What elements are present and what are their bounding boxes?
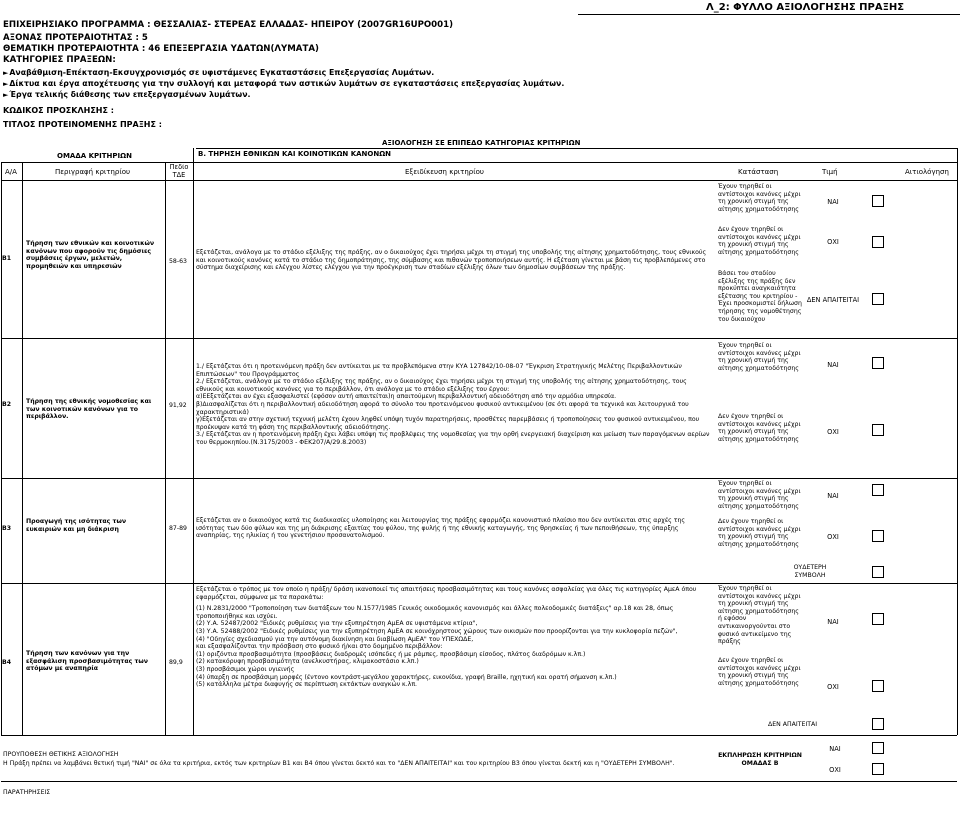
proposed-title-label: ΤΙΤΛΟΣ ΠΡΟΤΕΙΝΟΜΕΝΗΣ ΠΡΑΞΗΣ : [3,120,162,129]
category-1: ►Αναβάθμιση-Επέκταση-Εκσυγχρονισμός σε υφιστάμενες Εγκαταστάσεις Επεξεργασίας Λυμάτων. [3,68,435,77]
status-b3-3: ΟΥΔΕΤΕΡΗ ΣΥΜΒΟΛΗ [793,564,827,579]
status-b1-3: Βάσει του σταδίου εξέλιξης της πράξης δεν προκύπτει αναγκαιότητα εξέτασης του κριτηρίου - Έχει προσκομιστεί δήλωση τήρησης της νομοθέτησης του δικαιούχου [718,270,802,323]
footer-yes: ΝΑΙ [829,745,841,753]
col-spec: Εξειδίκευση κριτηρίου [405,168,484,176]
checkbox-group-no[interactable] [872,763,884,775]
axis-line: ΑΞΟΝΑΣ ΠΡΟΤΕΡΑΙΟΤΗΤΑΣ : 5 [3,33,148,43]
footer-no: ΟΧΙ [829,766,841,774]
checkbox-b1-no[interactable] [872,236,884,248]
col-desc: Περιγραφή κριτηρίου [55,168,131,176]
checkbox-b1-yes[interactable] [872,195,884,207]
row-desc-b2: Τήρηση της εθνικής νομοθεσίας και των κοινοτικών κανόνων για το περιβάλλον. [26,398,152,421]
row-field-b1: 58-63 [169,258,187,265]
value-b4-1: ΝΑΙ [827,618,839,626]
arrow-right-icon: ► [3,91,9,99]
row-field-b4: 89,9 [169,659,183,666]
positive-text: Η Πράξη πρέπει να λαμβάνει θετική τιμή "ΝΑΙ" σε όλα τα κριτήρια, εκτός των κριτηρίων Β1 και Β4 όπου γίνεται δεκτό και το "ΔΕΝ ΑΠΑΙΤΕΙΤΑΙ" και του κριτηρίου Β3 όπου γίνεται δεκτή και η "ΟΥΔΕΤΕΡΗ ΣΥΜΒΟΛΗ". [3,760,675,767]
value-b3-1: ΝΑΙ [827,492,839,500]
row-id-b1: Β1 [2,255,12,262]
status-b4-1: Έχουν τηρηθεί οι αντίστοιχοι κανόνες μέχρι τη χρονική στιγμή της αίτησης χρηματοδότησης ή εφόσον αντικαινοργούνται στο φυσικό αντικείμενο της πράξης [718,585,801,646]
col-field: Πεδίο ΤΔΕ [169,164,189,179]
checkbox-b2-yes[interactable] [872,357,884,369]
checkbox-b3-neutral[interactable] [872,566,884,578]
row-field-b3: 87-89 [169,525,187,532]
checkbox-group-yes[interactable] [872,742,884,754]
row-desc-b4: Τήρηση των κανόνων για την εξασφάλιση προσβασιμότητας των ατόμων με αναπηρία [26,650,148,673]
checkbox-b3-yes[interactable] [872,484,884,496]
value-b2-2: ΟΧΙ [827,428,839,436]
group-name: Β. ΤΗΡΗΣΗ ΕΘΝΙΚΩΝ ΚΑΙ ΚΟΙΝΟΤΙΚΩΝ ΚΑΝΟΝΩΝ [198,150,392,158]
program-line: ΕΠΙΧΕΙΡΗΣΙΑΚΟ ΠΡΟΓΡΑΜΜΑ : ΘΕΣΣΑΛΙΑΣ- ΣΤΕΡΕΑΣ ΕΛΛΑΔΑΣ- ΗΠΕΙΡΟΥ (2007GR16UPO001) [3,20,454,30]
positive-label: ΠΡΟΥΠΟΘΕΣΗ ΘΕΤΙΚΗΣ ΑΞΙΟΛΟΓΗΣΗ [3,751,119,758]
status-b1-1: Έχουν τηρηθεί οι αντίστοιχοι κανόνες μέχρι τη χρονική στιγμή της αίτησης χρηματοδότησης [718,183,801,213]
code-label: ΚΩΔΙΚΟΣ ΠΡΟΣΚΛΗΣΗΣ : [3,106,114,115]
category-2: ►Δίκτυα και έργα αποχέτευσης για την συλλογή και μεταφορά των αστικών λυμάτων σε εγκαταστάσεις επεξεργασίας λυμάτων. [3,79,565,88]
row-field-b2: 91,92 [169,402,187,409]
status-b1-2: Δεν έχουν τηρηθεί οι αντίστοιχοι κανόνες μέχρι τη χρονική στιγμή της αίτησης χρηματοδότησης [718,226,801,256]
col-value: Τιμή [822,168,838,176]
row-spec-b4: Εξετάζεται ο τρόπος με τον οποίο η πράξη/ δράση ικανοποιεί τις απαιτήσεις προσβασιμότητας και τους κανόνες ασφαλείας για όλες τις κατηγορίες ΑμεΑ όπου εφαρμόζεται, σύμφωνα με τα παρακάτω: (1) Ν.2831/2000 "Τροποποίηση των διατάξεων του Ν.1577/1985 Γενικός οικοδομικός κανονισμός και άλλες πολεοδομικές διατάξεις" αρ.18 και 28, όπως τροποποιήθηκε και ισχύει. (2) Υ.Α. 52487/2002 "Ειδικές ρυθμίσεις για την εξυπηρέτηση ΑμΕΑ σε υφιστάμενα κτίρια", (3) Υ.Α. 52488/2002 "Ειδικές ρυθμίσεις για την εξυπηρέτηση ΑμΕΑ σε κοινόχρηστους χώρους των οικισμών που προορίζονται για την κυκλοφορία πεζών", (4) "Οδηγίες σχεδιασμού για την αυτόνομη διακίνηση και διαβίωση ΑμΕΑ" του ΥΠΕΧΩΔΕ, και εξασφαλίζονται την πρόσβαση στο φυσικό ή/και στο δομημένο περιβάλλον: (1) οριζόντια προσβασιμότητα (προσβάσεις διαδρομές ισόπεδες ή με ράμπες, προσβάσιμη είσοδος, πλάτος διαδρόμων κ.λπ.) (2) κατακόρυφη προσβασιμότητα (ανελκυστήρας, κλιμακοστάσιο κ.λπ.) (3) προσβάσιμοι χώροι υγιεινής (4) ύπαρξη σε προσβάσιμη μορφές (έντονο κοντράστ-μεγάλου χαρακτήρες, εικονίδια, γραφή Braille, ηχητική και ορατή σήμανση κ.λπ.) (5) κατάλληλα μέτρα διαφυγής σε περίπτωση εκτάκτων αναγκών κ.λπ. [196,586,697,689]
value-b1-1: ΝΑΙ [827,198,839,206]
arrow-right-icon: ► [3,80,9,88]
status-b3-2: Δεν έχουν τηρηθεί οι αντίστοιχοι κανόνες μέχρι τη χρονική στιγμή της αίτησης χρηματοδότησης [718,518,801,548]
row-desc-b1: Τήρηση των εθνικών και κοινοτικών κανόνων που αφορούν τις δημόσιες συμβάσεις έργων, μελετών, προμηθειών και υπηρεσιών [26,240,155,270]
eval-title: ΑΞΙΟΛΟΓΗΣΗ ΣΕ ΕΠΙΠΕΔΟ ΚΑΤΗΓΟΡΙΑΣ ΚΡΙΤΗΡΙΩΝ [382,139,581,147]
col-aa: Α/Α [5,168,17,176]
categories-label: ΚΑΤΗΓΟΡΙΕΣ ΠΡΑΞΕΩΝ: [3,55,116,65]
arrow-right-icon: ► [3,69,9,77]
checkbox-b4-yes[interactable] [872,613,884,625]
checkbox-b4-no[interactable] [872,680,884,692]
thematic-line: ΘΕΜΑΤΙΚΗ ΠΡΟΤΕΡΑΙΟΤΗΤΑ : 46 ΕΠΕΞΕΡΓΑΣΙΑ ΥΔΑΤΩΝ(ΛΥΜΑΤΑ) [3,44,319,54]
status-b2-2: Δεν έχουν τηρηθεί οι αντίστοιχοι κανόνες μέχρι τη χρονική στιγμή της αίτησης χρηματοδότησης [718,413,801,443]
row-id-b4: Β4 [2,659,12,666]
row-spec-b3: Εξετάζεται αν ο δικαιούχος κατά τις διαδικασίες υλοποίησης και λειτουργίας της πράξης εφαρμόζει κανονιστικό πλαίσιο που δεν αντίκειται στις αρχές της ισότητας των δύο φύλων και της μη διάκρισης εξαιτίας του φύλου, της φυλής ή της εθνικής καταγωγής, της θρησκείας ή των πεποιθήσεων, της ύπαρξης αναπηρίας, της ηλικίας ή του γενετήσιου προσανατολισμού. [196,517,686,540]
status-b2-1: Έχουν τηρηθεί οι αντίστοιχοι κανόνες μέχρι τη χρονική στιγμή της αίτησης χρηματοδότησης [718,342,801,372]
row-id-b3: Β3 [2,525,12,532]
value-b1-2: ΟΧΙ [827,238,839,246]
col-justification: Αιτιολόγηση [905,168,949,176]
category-3: ►Έργα τελικής διάθεσης των επεξεργασμένων λυμάτων. [3,90,251,99]
checkbox-b1-na[interactable] [872,293,884,305]
status-b3-1: Έχουν τηρηθεί οι αντίστοιχοι κανόνες μέχρι τη χρονική στιγμή της αίτησης χρηματοδότησης [718,480,801,510]
checkbox-b2-no[interactable] [872,424,884,436]
col-status: Κατάσταση [738,168,779,176]
value-b2-1: ΝΑΙ [827,361,839,369]
sheet-title: Λ_2: ΦΥΛΛΟ ΑΞΙΟΛΟΓΗΣΗΣ ΠΡΑΞΗΣ [578,2,960,15]
value-b4-2: ΟΧΙ [827,683,839,691]
status-b4-3: ΔΕΝ ΑΠΑΙΤΕΙΤΑΙ [768,721,818,728]
row-id-b2: Β2 [2,401,12,408]
group-label: ΟΜΑΔΑ ΚΡΙΤΗΡΙΩΝ [57,152,132,160]
fulfilment-label: ΕΚΠΛΗΡΩΣΗ ΚΡΙΤΗΡΙΩΝ ΟΜΑΔΑΣ Β [718,752,802,767]
status-b4-2: Δεν έχουν τηρηθεί οι αντίστοιχοι κανόνες μέχρι τη χρονική στιγμή της αίτησης χρηματοδότησης [718,657,801,687]
checkbox-b4-na[interactable] [872,718,884,730]
row-spec-b1: Εξετάζεται, ανάλογα με το στάδιο εξέλιξης της πράξης, αν ο δικαιούχος έχει τηρήσει μέχρι τη στιγμή της υποβολής της αίτησης χρηματοδότησης, τους εθνικούς και κοινοτικούς κανόνες κατά το στάδιο της δημοπράτησης, της σύμβασης και πιθανών τροποποιήσεων αυτής. Η εξέταση γίνεται με βάση τις προβλεπόμενες στο σύστημα διαχείρισης και ελέγχου λίστες ελέγχου για την προέγκριση των σταδίων εξέλιξης όλων των δημοσίων συμβάσεων της πράξης. [196,249,707,272]
checkbox-b3-no[interactable] [872,530,884,542]
row-spec-b2: 1./ Εξετάζεται ότι η προτεινόμενη πράξη δεν αντίκειται με τα προβλεπόμενα στην ΚΥΑ 127842/10-08-07 "Έγκριση Στρατηγικής Μελέτης Περιβαλλοντικών Επιπτώσεων" του Προγράμματος 2./ Εξετάζεται, ανάλογα με το στάδιο εξέλιξης της πράξης, αν ο δικαιούχος έχει τηρήσει μέχρι τη στιγμή της υποβολής της αίτησης χρηματοδότησης, τους εθνικούς και κοινοτικούς κανόνες για το περιβάλλον, ότι ανάλογα με το στάδιο εξέλιξης του έργου: α)ΕΕξετάζεται αν έχει εξασφαλιστεί (εφόσον αυτή απαιτείται)η απαιτούμενη περιβαλλοντική αδειοδότηση από την αρμόδια υπηρεσία. β)Διασφαλίζεται ότι η περιβαλλοντική αδειοδότηση αφορά το σύνολο του προτεινόμενου φυσικού αντικειμένου (σε ότι αφορά τα τεχνικά και λειτουργικά του χαρακτηριστικά) γ)Εξετάζεται αν στην σχετική τεχνική μελέτη έχουν ληφθεί υπόψη τυχόν παρατηρήσεις, προσθέτες παρεμβάσεις ή τροποποίησεις του φυσικού αντικειμένου, που προέκυψαν κατά τη φάση της περιβαλλοντικής αδειοδότησης. 3./ Εξετάζεται αν η προτεινόμενη πράξη έχει λάβει υπόψη τις προβλέψεις της νομοθεσίας για την ορθή ενεργειακή διαχείριση και μείωση των παραγόμενων αερίων του θερμοκηπίου.(Ν.3175/2003 - ΦΕΚ207/Α/29.8.2003) [196,363,710,446]
value-b1-3: ΔΕΝ ΑΠΑΙΤΕΙΤΑΙ [806,296,860,304]
remarks-label: ΠΑΡΑΤΗΡΗΣΕΙΣ [3,789,51,796]
value-b3-2: ΟΧΙ [827,533,839,541]
row-desc-b3: Προαγωγή της ισότητας των ευκαιριών και μη διάκριση [26,518,127,533]
